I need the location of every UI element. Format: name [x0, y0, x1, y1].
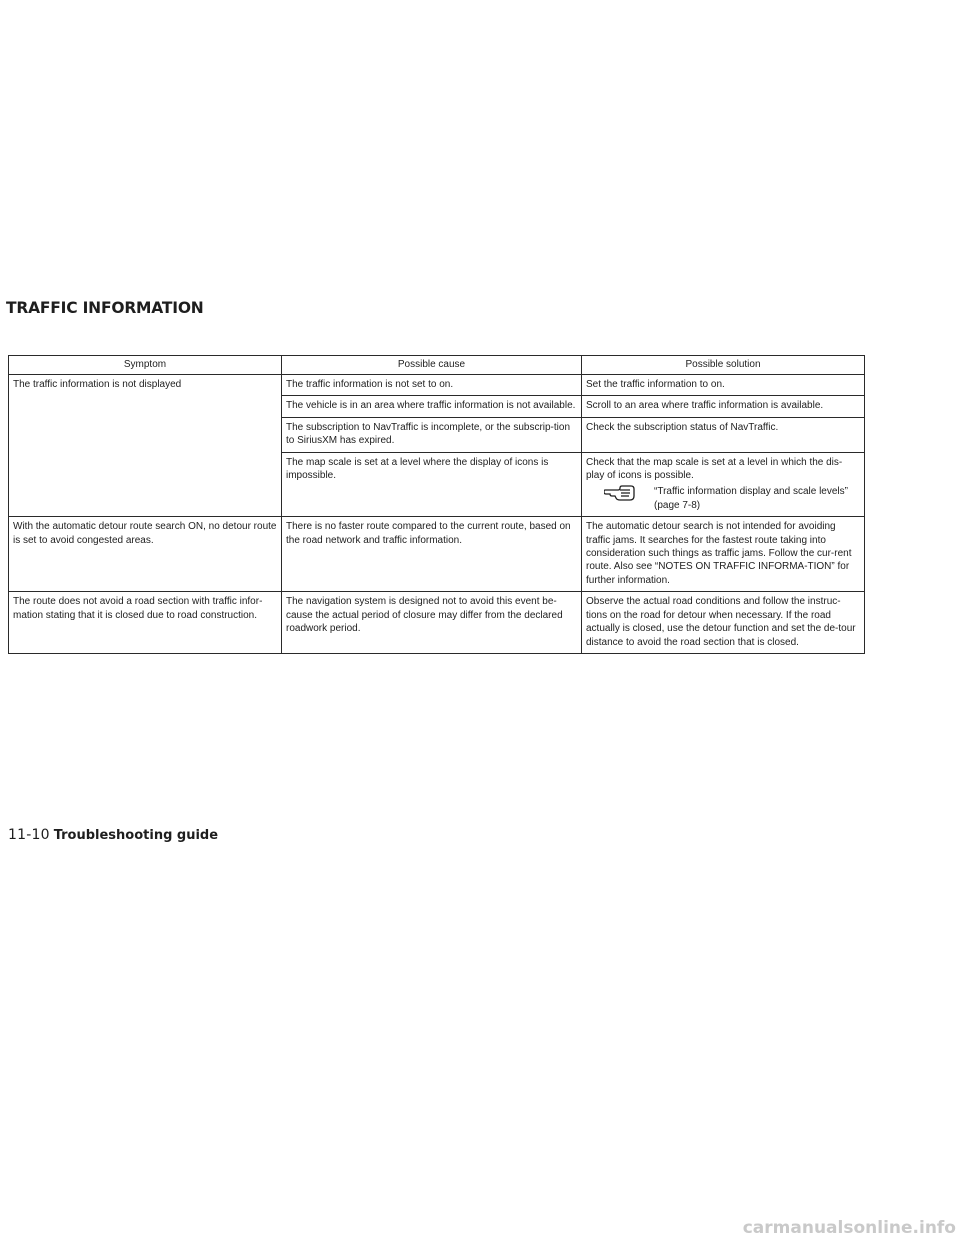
solution-cell: Scroll to an area where traffic information is available. [582, 396, 865, 417]
troubleshooting-table [8, 355, 865, 654]
chapter-title: Troubleshooting guide [53, 828, 219, 843]
pointing-hand-icon [586, 485, 654, 501]
table-header-row [9, 356, 865, 375]
cause-cell: The subscription to NavTraffic is incomplete, or the subscrip-tion to SiriusXM has expired. [282, 417, 582, 452]
cause-cell: The traffic information is not set to on. [282, 375, 582, 396]
solution-text: Check that the map scale is set at a level in which the dis-play of icons is possible. [586, 456, 843, 482]
solution-cell: Check the subscription status of NavTraffic. [582, 417, 865, 452]
cause-cell: The vehicle is in an area where traffic information is not available. [282, 396, 582, 417]
table-row [9, 592, 865, 654]
reference-block [586, 485, 860, 512]
symptom-cell: The route does not avoid a road section with traffic infor-mation stating that it is closed due to road construction. [9, 592, 282, 654]
cause-cell: The map scale is set at a level where the display of icons is impossible. [282, 452, 582, 517]
table-row [9, 375, 865, 396]
cause-cell: There is no faster route compared to the current route, based on the road network and traffic information. [282, 517, 582, 592]
watermark: carmanualsonline.info [742, 1218, 956, 1238]
header-possible-cause: Possible cause [282, 356, 582, 375]
reference-link-text: “Traffic information display and scale levels” (page 7-8) [654, 486, 848, 511]
table-row [9, 517, 865, 592]
solution-cell: Set the traffic information to on. [582, 375, 865, 396]
cause-cell: The navigation system is designed not to avoid this event be-cause the actual period of closure may differ from the declared roadwork period. [282, 592, 582, 654]
section-title: TRAFFIC INFORMATION [6, 298, 204, 318]
page-footer [8, 826, 218, 843]
symptom-cell: The traffic information is not displayed [9, 375, 282, 517]
solution-cell [582, 452, 865, 517]
solution-cell: Observe the actual road conditions and follow the instruc-tions on the road for detour when necessary. If the road actually is closed, use the detour function and set the de-tour distance to avoid the road section that is closed. [582, 592, 865, 654]
header-possible-solution: Possible solution [582, 356, 865, 375]
symptom-cell: With the automatic detour route search ON, no detour route is set to avoid congested areas. [9, 517, 282, 592]
solution-cell: The automatic detour search is not intended for avoiding traffic jams. It searches for the fastest route taking into consideration such things as traffic jams. Follow the cur-rent route. Also see “NOTES ON TRAFFIC INFORMA-TION” for further information. [582, 517, 865, 592]
header-symptom: Symptom [9, 356, 282, 375]
page-number: 11-10 [8, 827, 50, 843]
